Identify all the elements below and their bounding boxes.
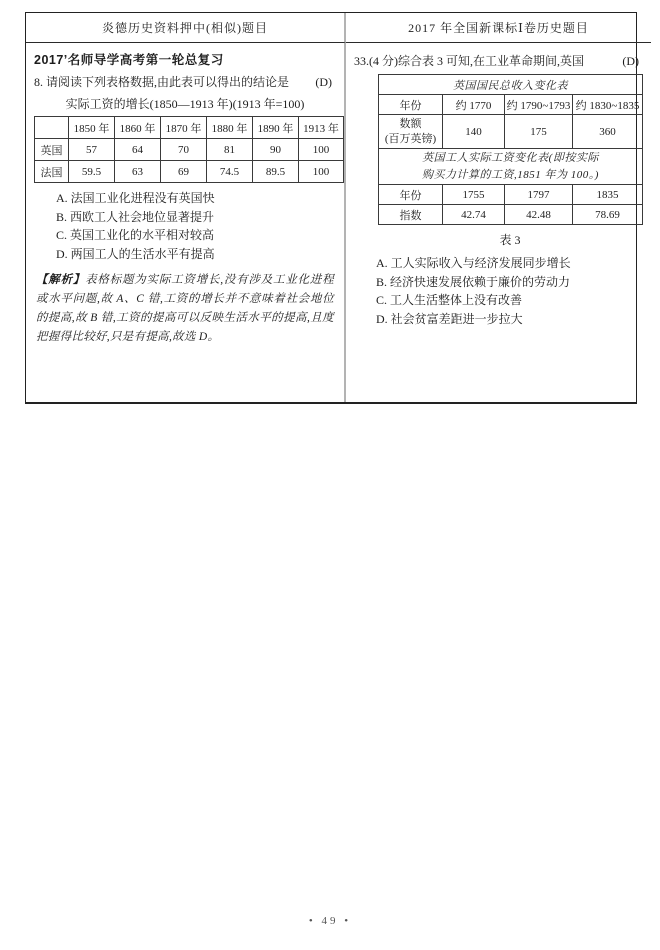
column-header-right xyxy=(346,13,651,43)
wage-title-line1: 英国工人实际工资变化表(即按实际 xyxy=(422,151,599,164)
question-33-answer: (D) xyxy=(622,54,639,68)
amount-label-line2: (百万英镑) xyxy=(384,132,437,145)
table-cell: 1755 xyxy=(443,185,505,205)
option-a: A. 工人实际收入与经济发展同步增长 xyxy=(376,256,571,270)
table-cell: 59.5 xyxy=(69,161,115,183)
analysis-text: 表格标题为实际工资增长,没有涉及工业化进程或水平问题,故 A、C 错,工资的增长并不意味着社会地位的提高,故 B 错,工资的提高可以反映生活水平的提高,且度把握得比较好,只是有提高,故选 D。 xyxy=(36,274,334,343)
table-cell: 1850 年 xyxy=(69,117,115,139)
table-3-caption: 表 3 xyxy=(499,233,521,247)
table-cell: 70 xyxy=(161,139,207,161)
page-number: • 49 • xyxy=(308,915,352,927)
table-cell: 81 xyxy=(207,139,253,161)
wage-table-title xyxy=(379,149,643,185)
table-cell: 约 1770 xyxy=(443,95,505,115)
header-left-title: 炎德历史资料押中(相似)题目 xyxy=(102,21,268,35)
wage-growth-table xyxy=(34,116,344,183)
table-cell xyxy=(35,117,69,139)
comparison-box xyxy=(25,12,640,404)
table-row-uk xyxy=(35,139,344,161)
row-label: 法国 xyxy=(35,161,69,183)
table-cell: 42.48 xyxy=(505,205,573,225)
left-column xyxy=(26,43,346,402)
table-cell: 57 xyxy=(69,139,115,161)
option-c: C. 工人生活整体上没有改善 xyxy=(376,293,523,307)
question-33-options xyxy=(376,254,643,328)
table-cell: 100 xyxy=(299,139,344,161)
option-a: A. 法国工业化进程没有英国快 xyxy=(56,191,215,205)
table-cell: 年份 xyxy=(379,95,443,115)
table-cell: 360 xyxy=(573,115,643,149)
table-header-row xyxy=(35,117,344,139)
table-cell: 69 xyxy=(161,161,207,183)
table-cell: 1860 年 xyxy=(115,117,161,139)
table-cell: 1890 年 xyxy=(253,117,299,139)
table-row-france xyxy=(35,161,344,183)
table-cell: 100 xyxy=(299,161,344,183)
table-cell: 约 1830~1835 xyxy=(573,95,643,115)
question-33-stem: 33.(4 分)综合表 3 可知,在工业革命期间,英国 xyxy=(354,54,584,68)
table-cell: 1870 年 xyxy=(161,117,207,139)
table-cell: 64 xyxy=(115,139,161,161)
table-cell: 89.5 xyxy=(253,161,299,183)
wage-title-line2: 购买力计算的工资,1851 年为 100。) xyxy=(422,168,599,181)
row-label: 英国 xyxy=(35,139,69,161)
analysis-paragraph xyxy=(36,271,334,347)
analysis-label: 【解析】 xyxy=(36,274,86,286)
table-cell: 1797 xyxy=(505,185,573,205)
wage-table-title-row xyxy=(379,149,643,185)
income-table-title: 英国国民总收入变化表 xyxy=(379,75,643,95)
table-cell: 175 xyxy=(505,115,573,149)
table-cell: 指数 xyxy=(379,205,443,225)
question-8-stem: 8. 请阅读下列表格数据,由此表可以得出的结论是 xyxy=(34,75,290,89)
uk-income-wage-table xyxy=(378,74,643,225)
right-column xyxy=(346,43,651,402)
table-cell: 140 xyxy=(443,115,505,149)
question-8-options xyxy=(56,189,336,263)
table-cell: 74.5 xyxy=(207,161,253,183)
table-cell: 1913 年 xyxy=(299,117,344,139)
option-d: D. 社会贫富差距进一步拉大 xyxy=(376,311,523,326)
question-8-stem-line xyxy=(34,75,336,90)
income-table-title-row xyxy=(379,75,643,95)
amount-row-label xyxy=(379,115,443,149)
table-cell: 约 1790~1793 xyxy=(505,95,573,115)
question-33-stem-line xyxy=(354,54,643,69)
wage-year-row xyxy=(379,185,643,205)
table-cell: 年份 xyxy=(379,185,443,205)
header-right-title: 2017 年全国新课标Ⅰ卷历史题目 xyxy=(408,21,589,35)
table-cell: 42.74 xyxy=(443,205,505,225)
question-8-answer: (D) xyxy=(315,75,332,89)
option-d: D. 两国工人的生活水平有提高 xyxy=(56,246,215,261)
column-header-left xyxy=(26,13,346,43)
option-c: C. 英国工业化的水平相对较高 xyxy=(56,228,215,242)
income-amount-row xyxy=(379,115,643,149)
amount-label-line1: 数额 xyxy=(399,117,422,130)
table-cell: 1880 年 xyxy=(207,117,253,139)
table-cell: 63 xyxy=(115,161,161,183)
table-cell: 1835 xyxy=(573,185,643,205)
wage-growth-table-title: 实际工资的增长(1850—1913 年)(1913 年=100) xyxy=(65,97,305,111)
book-title: 2017’名师导学高考第一轮总复习 xyxy=(34,53,224,67)
table-cell: 78.69 xyxy=(573,205,643,225)
table-cell: 90 xyxy=(253,139,299,161)
option-b: B. 经济快速发展依赖于廉价的劳动力 xyxy=(376,274,571,289)
income-year-row xyxy=(379,95,643,115)
option-b: B. 西欧工人社会地位显著提升 xyxy=(56,209,215,224)
wage-index-row xyxy=(379,205,643,225)
